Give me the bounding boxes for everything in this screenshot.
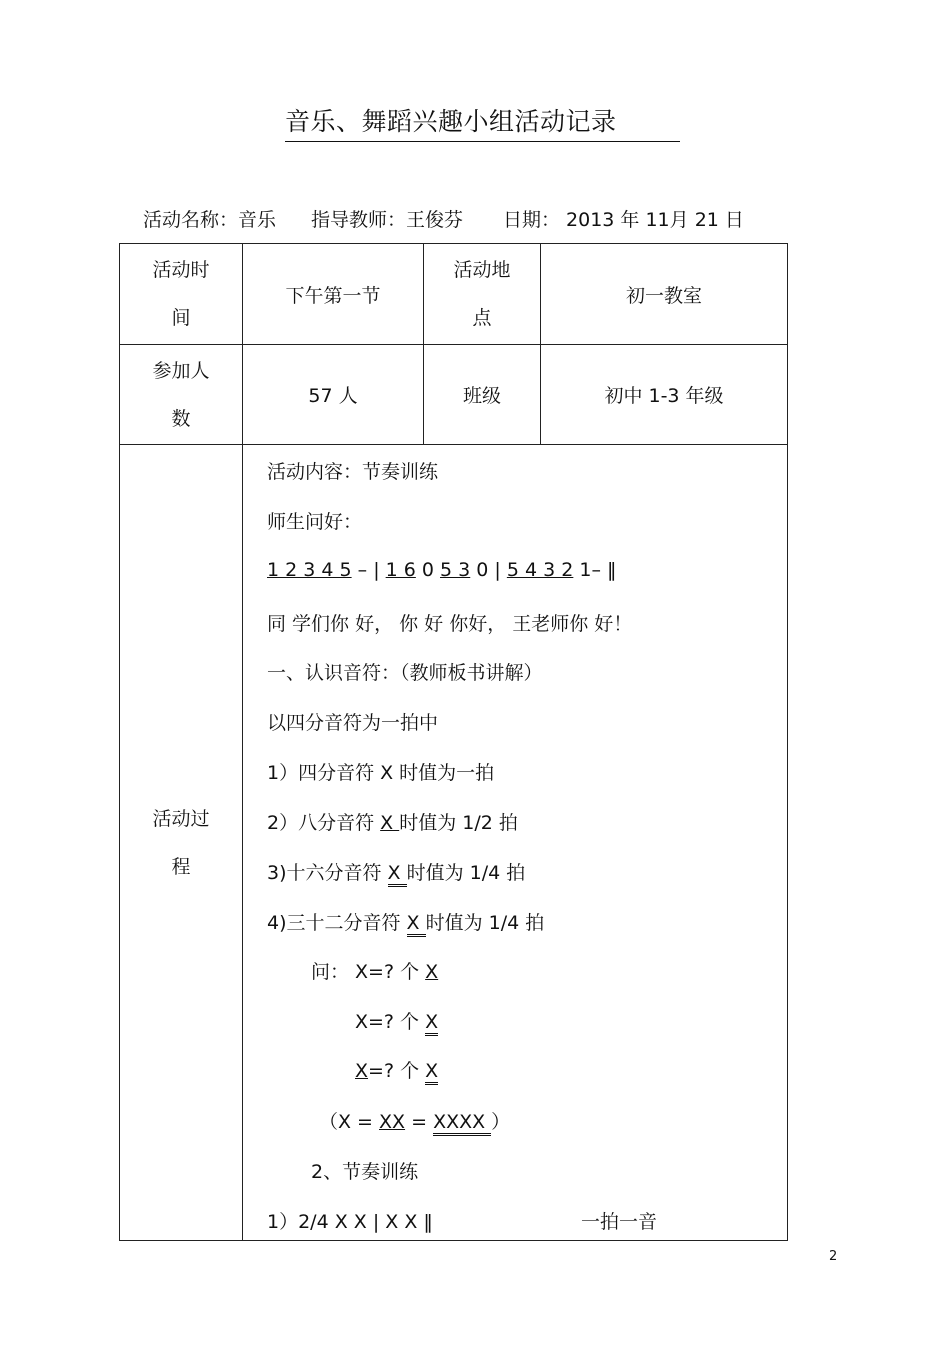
process-content <box>243 445 788 1241</box>
rhythm-note: 一拍一音 <box>581 1211 658 1233</box>
notation-segment: 5 3 <box>440 559 471 581</box>
section-heading: 一、认识音符：（教师板书讲解） <box>267 662 543 684</box>
page-title: 音乐、舞蹈兴趣小组活动记录 <box>285 102 680 142</box>
content-line: 活动内容：节奏训练 <box>267 461 439 483</box>
teacher-name: 指导教师：王俊芬 <box>311 209 464 231</box>
question-line <box>355 1007 438 1034</box>
note-symbol: XXXX <box>433 1111 491 1136</box>
notation-segment: 0 <box>415 559 441 581</box>
time-label-cell <box>120 244 243 345</box>
note-text: 时值为 1/4 拍 <box>406 862 526 884</box>
lyrics-line: 同 学们你 好， 你 好 你好， 王老师你 好！ <box>267 613 633 635</box>
note-text: 3)十六分音符 <box>267 862 388 884</box>
time-label-2: 间 <box>171 307 191 329</box>
section-heading: 2、节奏训练 <box>311 1161 419 1183</box>
question-text: X=? 个 <box>355 1011 426 1033</box>
note-line: 1）四分音符 X 时值为一拍 <box>267 762 495 784</box>
process-label-2: 程 <box>171 855 191 878</box>
note-symbol: X <box>425 1011 438 1036</box>
count-label-2: 数 <box>171 407 191 430</box>
row-time-place <box>120 244 788 345</box>
page-number: 2 <box>829 1249 838 1264</box>
notation-segment: – | <box>351 559 386 581</box>
greeting-line: 师生问好： <box>267 511 363 533</box>
notation-segment: 5 4 3 2 <box>506 559 574 581</box>
class-value: 初中 1-3 年级 <box>541 345 788 445</box>
question-line <box>311 957 438 984</box>
note-symbol: X <box>380 812 400 834</box>
note-line <box>267 808 518 835</box>
equation-text: = <box>405 1111 434 1133</box>
note-line <box>267 858 525 885</box>
place-label-cell <box>424 244 541 345</box>
equation-text: ） <box>491 1111 511 1133</box>
count-value: 57 人 <box>243 345 424 445</box>
record-table <box>119 243 788 1241</box>
place-label-1: 活动地 <box>453 259 511 281</box>
note-symbol: X <box>407 912 426 937</box>
note-symbol: X <box>388 862 407 887</box>
row-process <box>120 445 788 1241</box>
note-text: 4)三十二分音符 <box>267 912 407 934</box>
text-line: 以四分音符为一拍中 <box>267 712 439 734</box>
notation-segment: 1– ‖ <box>573 559 617 581</box>
notation-line <box>267 559 617 581</box>
note-symbol: X <box>425 1060 438 1085</box>
note-line <box>267 908 544 935</box>
activity-date: 日期： 2013 年 11月 21 日 <box>503 209 744 231</box>
note-text: 时值为 1/2 拍 <box>399 812 518 834</box>
equation-text: （X = <box>319 1111 380 1133</box>
class-label: 班级 <box>424 345 541 445</box>
place-label-2: 点 <box>472 307 492 329</box>
note-text: 时值为 1/4 拍 <box>425 912 545 934</box>
question-text: =? 个 <box>368 1060 426 1082</box>
note-symbol: XX <box>379 1111 406 1133</box>
question-text: 问： X=? 个 <box>311 961 426 983</box>
rhythm-line: 1）2/4 X X | X X ‖ <box>267 1211 433 1233</box>
activity-name: 活动名称：音乐 <box>143 209 277 231</box>
process-label-cell <box>120 445 243 1241</box>
notation-segment: 1 2 3 4 5 <box>267 559 352 581</box>
note-symbol: X <box>425 961 439 983</box>
process-label-1: 活动过 <box>152 807 210 830</box>
notation-segment: 0 | <box>470 559 507 581</box>
equation-line <box>319 1107 510 1134</box>
time-label-1: 活动时 <box>152 259 210 281</box>
count-label-1: 参加人 <box>152 359 210 382</box>
note-text: 2）八分音符 <box>267 812 381 834</box>
place-value: 初一教室 <box>541 244 788 345</box>
count-label-cell <box>120 345 243 445</box>
row-count-class <box>120 345 788 445</box>
question-line <box>355 1056 438 1083</box>
note-symbol: X <box>355 1060 369 1082</box>
notation-segment: 1 6 <box>385 559 416 581</box>
time-value: 下午第一节 <box>243 244 424 345</box>
